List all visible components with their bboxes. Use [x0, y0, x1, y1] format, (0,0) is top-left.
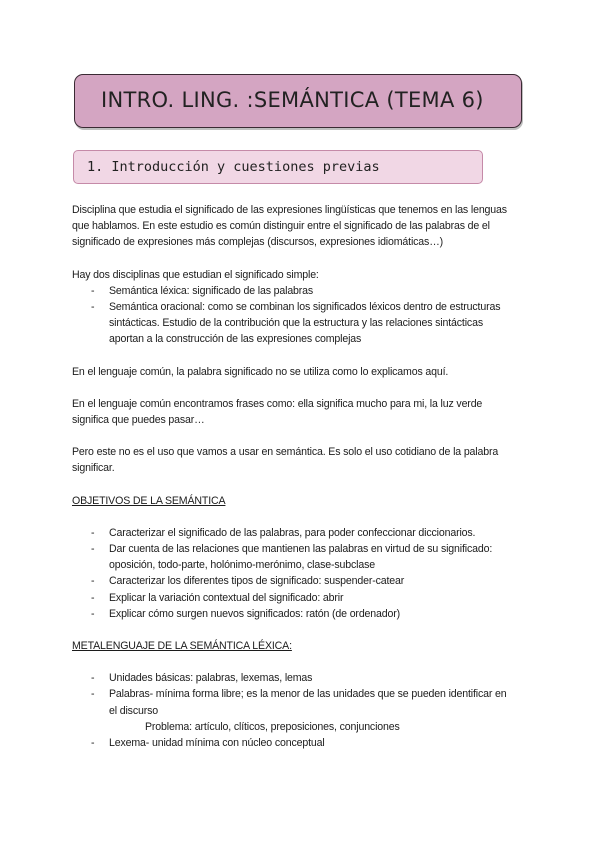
metalenguaje-list	[72, 670, 532, 719]
metalenguaje-heading: METALENGUAJE DE LA SEMÁNTICA LÉXICA:	[72, 640, 292, 653]
list-item	[72, 299, 532, 348]
list-item	[72, 541, 532, 573]
title-box	[74, 74, 522, 128]
text-line: aportan a la construcción de las expresiones complejas	[109, 333, 362, 346]
text-line: Disciplina que estudia el significado de las expresiones lingüísticas que tenemos en las lenguas	[72, 204, 507, 216]
text-line: Caracterizar los diferentes tipos de significado: suspender-catear	[109, 575, 405, 588]
list-item	[72, 283, 532, 299]
text-line: significa que puedes pasar…	[72, 414, 205, 427]
list-item	[72, 670, 532, 686]
text-line: Lexema- unidad mínima con núcleo conceptual	[109, 737, 325, 750]
text-line: oposición, todo-parte, holónimo-merónimo, clase-subclase	[109, 559, 375, 572]
document-body	[72, 202, 532, 751]
text-line: Unidades básicas: palabras, lexemas, lemas	[109, 672, 313, 685]
list-item	[72, 590, 532, 606]
text-line: el discurso	[109, 704, 158, 717]
text-line: En el lenguaje común encontramos frases como: ella significa mucho para mi, la luz verde	[72, 397, 483, 410]
list-item	[72, 525, 532, 541]
intro-paragraph	[72, 202, 532, 251]
lexema-list	[72, 735, 532, 751]
text-line: significado de expresiones más complejas (discursos, expresiones idiomáticas…)	[72, 236, 444, 249]
problema-note: Problema: artículo, clíticos, preposiciones, conjunciones	[145, 720, 400, 733]
text-line: Semántica oracional: como se combinan los significados léxicos dentro de estructuras	[109, 301, 501, 314]
text-line: Semántica léxica: significado de las palabras	[109, 284, 314, 297]
list-item	[72, 686, 532, 718]
text-line: que hablamos. En este estudio es común distinguir entre el significado de las palabras de el	[72, 220, 490, 233]
page-title: INTRO. LING. :SEMÁNTICA (TEMA 6)	[101, 88, 484, 112]
section-header-box	[73, 150, 483, 184]
text-line: Explicar la variación contextual del significado: abrir	[109, 591, 344, 604]
pero-paragraph	[72, 444, 532, 476]
frases-paragraph	[72, 396, 532, 428]
text-line: significar.	[72, 462, 115, 475]
text-line: sintácticas. Estudio de la contribución que la estructura y las relaciones sintácticas	[109, 317, 483, 330]
disciplinas-intro: Hay dos disciplinas que estudian el significado simple:	[72, 268, 319, 281]
list-item	[72, 735, 532, 751]
text-line: Dar cuenta de las relaciones que mantienen las palabras en virtud de su significado:	[109, 543, 493, 556]
objetivos-heading: OBJETIVOS DE LA SEMÁNTICA	[72, 494, 226, 507]
comun-paragraph: En el lenguaje común, la palabra significado no se utiliza como lo explicamos aquí.	[72, 365, 449, 378]
list-item	[72, 606, 532, 622]
text-line: Caracterizar el significado de las palabras, para poder confeccionar diccionarios.	[109, 526, 476, 539]
objetivos-list	[72, 525, 532, 622]
text-line: Explicar cómo surgen nuevos significados: ratón (de ordenador)	[109, 607, 401, 620]
disciplinas-list	[72, 283, 532, 348]
text-line: Pero este no es el uso que vamos a usar en semántica. Es solo el uso cotidiano de la palabra	[72, 446, 499, 459]
list-item	[72, 573, 532, 589]
section-title: 1. Introducción y cuestiones previas	[87, 159, 380, 175]
text-line: Palabras- mínima forma libre; es la menor de las unidades que se pueden identificar en	[109, 688, 507, 701]
